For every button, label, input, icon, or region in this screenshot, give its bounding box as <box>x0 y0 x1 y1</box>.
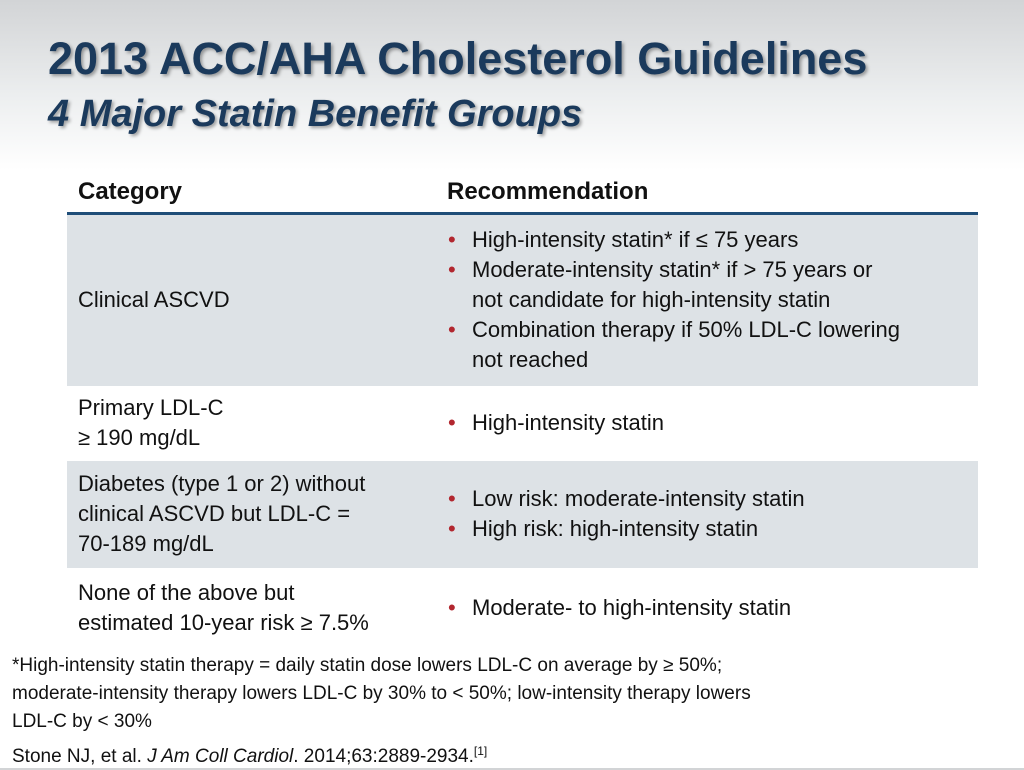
category-line: clinical ASCVD but LDL-C = <box>78 501 351 526</box>
recommendation-line: • Moderate-intensity statin* if > 75 years or <box>472 257 873 283</box>
recommendation-cell <box>436 568 978 648</box>
recommendation-line: not candidate for high-intensity statin <box>472 287 831 313</box>
category-line: estimated 10-year risk ≥ 7.5% <box>78 609 369 635</box>
recommendation-list <box>447 408 968 438</box>
recommendation-list <box>447 484 968 544</box>
recommendation-list <box>447 225 968 375</box>
footnote <box>12 652 1012 736</box>
recommendation-item <box>447 514 968 544</box>
table-row <box>67 568 978 648</box>
recommendation-item <box>447 255 968 315</box>
citation <box>12 738 487 770</box>
recommendation-line: • Moderate- to high-intensity statin <box>472 594 792 620</box>
recommendation-cell <box>436 386 978 461</box>
recommendation-line: • High-intensity statin* if ≤ 75 years <box>472 227 799 253</box>
table-header-row <box>67 172 978 214</box>
recommendation-item <box>447 484 968 514</box>
footnote-line: moderate-intensity therapy lowers LDL-C by 30% to < 50%; low-intensity therapy lowers <box>12 683 751 704</box>
citation-ref: [1] <box>473 744 488 758</box>
recommendation-item <box>447 225 968 255</box>
recommendation-item <box>447 315 968 375</box>
recommendation-cell <box>436 214 978 386</box>
category-cell <box>67 214 436 386</box>
category-cell <box>67 386 436 461</box>
category-line: Clinical ASCVD <box>78 287 230 313</box>
recommendation-item <box>447 408 968 438</box>
citation-journal: J Am Coll Cardiol <box>147 746 294 767</box>
recommendation-line: • High-intensity statin <box>472 410 664 435</box>
footnote-line: *High-intensity statin therapy = daily statin dose lowers LDL-C on average by ≥ 50%; <box>12 655 723 676</box>
header-recommendation: Recommendation <box>436 172 978 214</box>
category-line: ≥ 190 mg/dL <box>78 425 201 450</box>
table-row <box>67 461 978 568</box>
recommendation-line: • High risk: high-intensity statin <box>472 516 759 541</box>
statin-groups-table <box>67 172 978 648</box>
recommendation-line: • Combination therapy if 50% LDL-C lowering <box>472 317 900 343</box>
citation-details: . 2014;63:2889-2934. <box>293 746 474 767</box>
category-line: None of the above but <box>78 579 295 605</box>
category-line: 70-189 mg/dL <box>78 531 214 556</box>
category-line: Diabetes (type 1 or 2) without <box>78 471 366 496</box>
slide-subtitle: 4 Major Statin Benefit Groups <box>48 93 583 135</box>
recommendation-line: • Low risk: moderate-intensity statin <box>472 486 805 511</box>
recommendation-cell <box>436 461 978 568</box>
slide-title: 2013 ACC/AHA Cholesterol Guidelines <box>48 33 868 84</box>
footnote-line: LDL-C by < 30% <box>12 711 152 732</box>
recommendation-item <box>447 593 968 623</box>
recommendation-list <box>447 593 968 623</box>
category-cell <box>67 568 436 648</box>
table-row <box>67 214 978 386</box>
citation-authors: Stone NJ, et al. <box>12 746 142 767</box>
header-category: Category <box>67 172 436 214</box>
recommendation-line: not reached <box>472 347 589 373</box>
category-cell <box>67 461 436 568</box>
category-line: Primary LDL-C <box>78 395 224 420</box>
table-row <box>67 386 978 461</box>
